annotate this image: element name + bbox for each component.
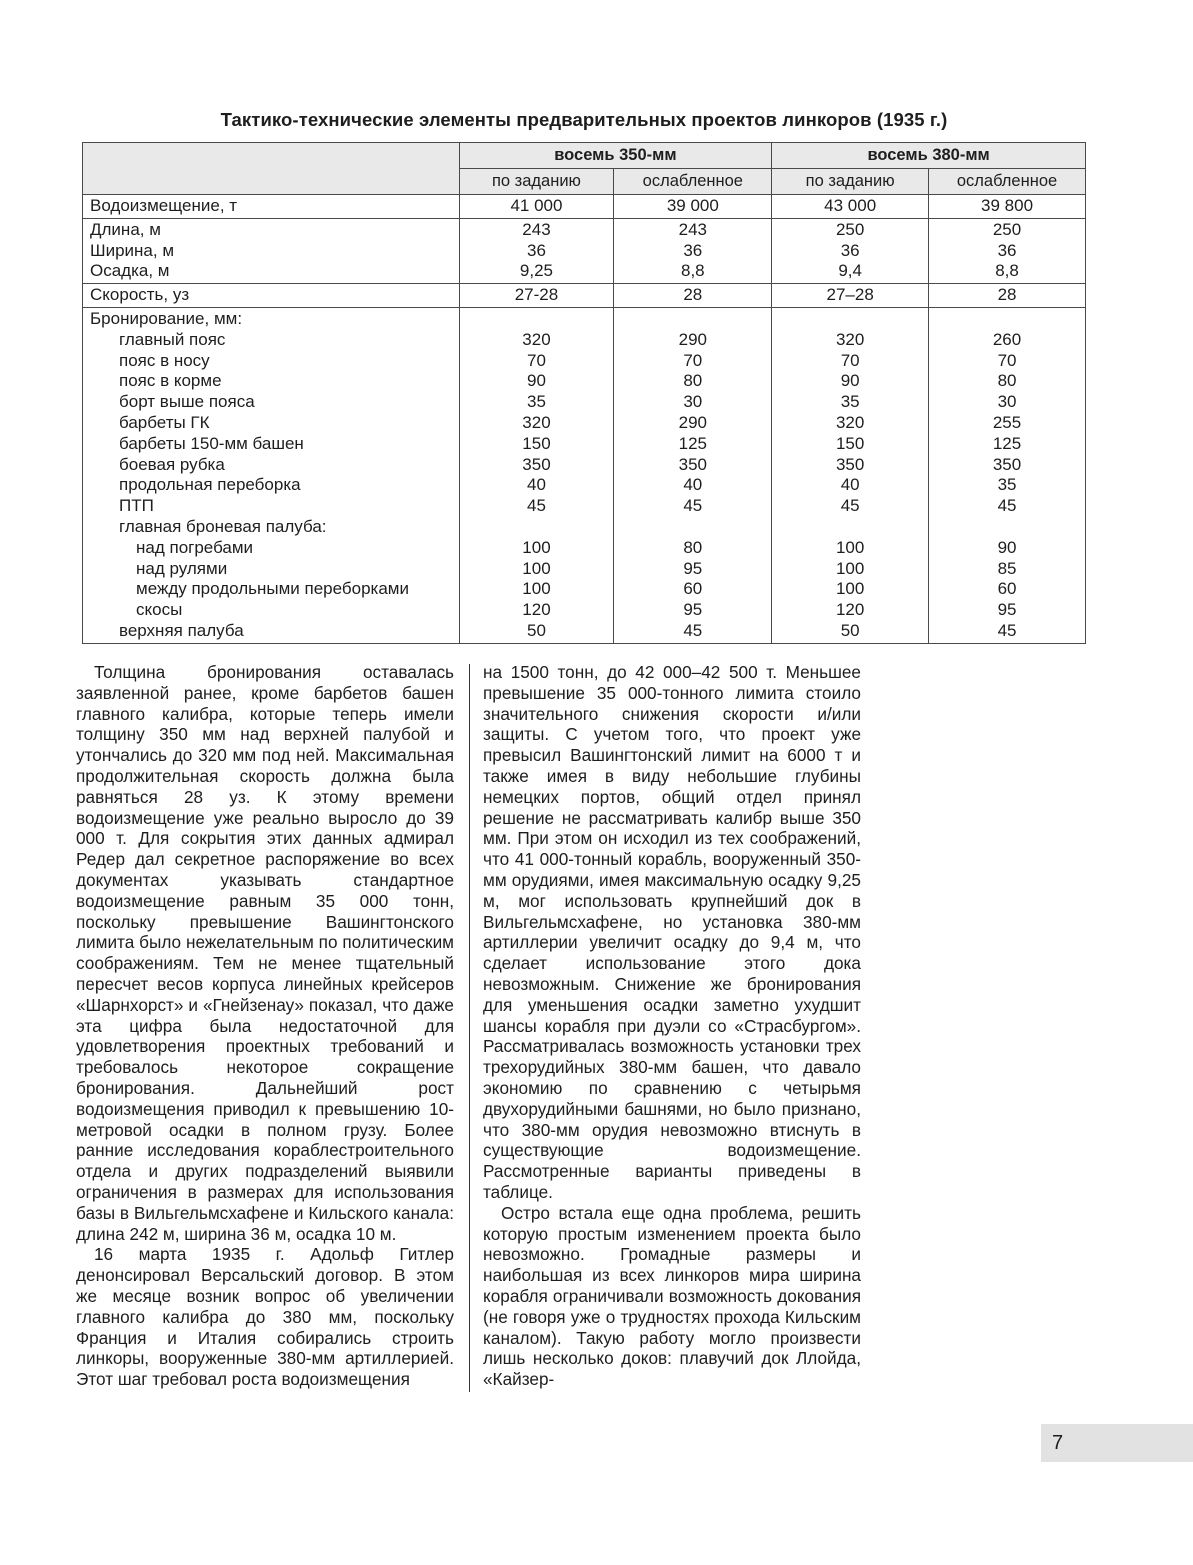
spacer bbox=[460, 517, 614, 538]
deck-label: скосы bbox=[136, 600, 183, 620]
armor-label: пояс в корме bbox=[119, 371, 222, 391]
value: 28 bbox=[997, 285, 1017, 305]
upper-deck-label: верхняя палуба bbox=[119, 620, 244, 640]
text-column-right bbox=[483, 662, 861, 1390]
value-cell bbox=[929, 195, 1086, 219]
spacer bbox=[460, 309, 614, 330]
deck-label: над погребами bbox=[136, 537, 254, 557]
value: 90 bbox=[840, 371, 860, 391]
value: 350 bbox=[522, 454, 551, 474]
deck-title: главная броневая палуба: bbox=[119, 516, 327, 536]
spacer bbox=[929, 309, 1085, 330]
group-380: восемь 380-мм bbox=[772, 143, 1086, 169]
value: 90 bbox=[997, 537, 1017, 557]
value: 250 bbox=[835, 219, 865, 239]
armor-label: ПТП bbox=[119, 496, 154, 516]
row-label bbox=[83, 284, 460, 308]
paragraph: 16 марта 1935 г. Адольф Гитлер денонсировал Версальский договор. В этом же месяце возник вопрос об увеличении главного калибра до 380 мм, поскольку Франция и Италия собирались строить линкоры, вооруженные 380-мм артиллерией. Этот шаг требовал роста водоизмещения bbox=[76, 1244, 454, 1390]
value-cell bbox=[772, 218, 929, 283]
subhead-cell: ослабленное bbox=[929, 169, 1086, 195]
corner-cell bbox=[83, 143, 460, 195]
value-cell bbox=[772, 195, 929, 219]
table-row bbox=[83, 195, 1086, 219]
value: 260 bbox=[992, 329, 1022, 349]
paragraph: на 1500 тонн, до 42 000–42 500 т. Меньшее превышение 35 000-тонного лимита стоило значительного снижения скорости и/или защиты. С учетом того, что проект уже превысил Вашингтонский лимит на 6000 т и также имея в виду небольшие глубины немецких портов, общий отдел принял решение не рассматривать калибр выше 350 мм. При этом он исходил из тех соображений, что 41 000-тонный корабль, вооруженный 350-мм орудиями, имея максимальную осадку 9,25 м, мог использовать крупнейший док в Вильгельмсхафене, но установка 380-мм артиллерии увеличит осадку до 9,4 м, что сделает использование этого дока невозможным. Снижение же бронирования для уменьшения осадки заметно ухудшит шансы корабля при дуэли со «Страсбургом». Рассматривалась возможность установки трех трехорудийных 380-мм башен, что давало экономию по сравнению с четырьмя двухорудийными башнями, но было признано, что 380-мм орудия невозможно втиснуть в существующие водоизмещение. Рассмотренные варианты приведены в таблице. bbox=[483, 662, 861, 1202]
value: 45 bbox=[997, 620, 1017, 640]
paragraph: Остро встала еще одна проблема, решить которую простым изменением проекта было невозможно. Громадные размеры и наибольшая из всех линкоров мира ширина корабля ограничивали возможность докования (не говоря уже о трудностях прохода Кильским каналом). Такую работу могло произвести лишь несколько доков: плавучий док Ллойда, «Кайзер- bbox=[483, 1202, 861, 1390]
value: 40 bbox=[683, 475, 703, 495]
value: 125 bbox=[678, 433, 707, 453]
armor-label: борт выше пояса bbox=[119, 392, 255, 412]
value: 50 bbox=[840, 620, 860, 640]
armor-label: барбеты 150-мм башен bbox=[119, 433, 304, 453]
spacer bbox=[614, 309, 771, 330]
value: 45 bbox=[997, 496, 1017, 516]
value: 28 bbox=[683, 285, 703, 305]
value: 39 800 bbox=[981, 196, 1034, 215]
value: 70 bbox=[683, 350, 703, 370]
value: 40 bbox=[527, 475, 546, 495]
value: 35 bbox=[840, 392, 860, 412]
value: 95 bbox=[683, 600, 703, 620]
row-label-length: Длина, м bbox=[90, 219, 161, 239]
value: 100 bbox=[835, 558, 865, 578]
value: 95 bbox=[997, 600, 1017, 620]
value: 100 bbox=[522, 579, 551, 599]
value-cell bbox=[772, 307, 929, 643]
value: 100 bbox=[835, 537, 865, 557]
value: 290 bbox=[678, 329, 707, 349]
value: 350 bbox=[835, 454, 865, 474]
value: 120 bbox=[835, 600, 865, 620]
value-cell bbox=[459, 284, 614, 308]
page-number: 7 bbox=[1041, 1424, 1193, 1462]
value: 80 bbox=[997, 371, 1017, 391]
value: 255 bbox=[992, 412, 1022, 432]
value: 45 bbox=[527, 496, 546, 516]
value: 40 bbox=[840, 475, 860, 495]
value: 36 bbox=[527, 240, 546, 260]
subhead-cell: по заданию bbox=[459, 169, 614, 195]
value: 150 bbox=[835, 433, 865, 453]
value: 9,25 bbox=[519, 261, 554, 281]
value-cell bbox=[614, 218, 772, 283]
row-label-displacement: Водоизмещение, т bbox=[90, 196, 238, 215]
value: 95 bbox=[683, 558, 703, 578]
row-label-draught: Осадка, м bbox=[90, 261, 170, 281]
value-cell bbox=[929, 218, 1086, 283]
spacer bbox=[614, 517, 771, 538]
paragraph: Толщина бронирования оставалась заявленной ранее, кроме барбетов башен главного калибра, которые теперь имели толщину 350 мм над верхней палубой и утончались до 320 мм под ней. Максимальная продолжительная скорость должна была равняться 28 уз. К этому времени водоизмещение уже реально выросло до 39 000 т. Для сокрытия этих данных адмирал Редер дал секретное распоряжение во всех документах указывать стандартное водоизмещение равным 35 000 тонн, поскольку превышение Вашингтонского лимита было нежелательным по политическим соображениям. Тем не менее тщательный пересчет весов корпуса линейных крейсеров «Шарнхорст» и «Гнейзенау» показал, что даже эта цифра была недостаточной для удовлетворения проектных требований и требовалось некоторое сокращение бронирования. Дальнейший рост водоизмещения приводил к превышению 10-метровой осадки в полном грузу. Более ранние исследования кораблестроительного отдела и других подразделений выявили ограничения в размерах для использования базы в Вильгельмсхафене и Кильского канала: длина 242 м, ширина 36 м, осадка 10 м. bbox=[76, 662, 454, 1244]
value-cell bbox=[459, 218, 614, 283]
value: 85 bbox=[997, 558, 1017, 578]
table-caption: Тактико-технические элементы предварительных проектов линкоров (1935 г.) bbox=[220, 109, 948, 130]
value: 35 bbox=[527, 392, 546, 412]
value: 350 bbox=[992, 454, 1022, 474]
value: 27–28 bbox=[826, 285, 874, 305]
subhead-cell: по заданию bbox=[772, 169, 929, 195]
value: 80 bbox=[683, 537, 703, 557]
value: 36 bbox=[840, 240, 860, 260]
spacer bbox=[772, 517, 928, 538]
row-label-beam: Ширина, м bbox=[90, 240, 175, 260]
value: 350 bbox=[678, 454, 707, 474]
spacer bbox=[929, 517, 1085, 538]
value: 125 bbox=[992, 433, 1022, 453]
value: 320 bbox=[522, 329, 551, 349]
armor-title: Бронирование, мм: bbox=[90, 308, 243, 328]
value: 8,8 bbox=[995, 261, 1019, 281]
value: 320 bbox=[835, 412, 865, 432]
column-divider bbox=[469, 664, 470, 1392]
value: 320 bbox=[522, 412, 551, 432]
value: 70 bbox=[840, 350, 860, 370]
row-label bbox=[83, 218, 460, 283]
value: 120 bbox=[522, 600, 551, 620]
group-350: восемь 350-мм bbox=[459, 143, 772, 169]
row-label bbox=[83, 307, 460, 643]
value: 90 bbox=[527, 371, 546, 391]
value-cell bbox=[459, 195, 614, 219]
value: 45 bbox=[683, 620, 703, 640]
armor-label: продольная переборка bbox=[119, 475, 301, 495]
value: 243 bbox=[522, 219, 551, 239]
value: 320 bbox=[835, 329, 865, 349]
table-row bbox=[83, 284, 1086, 308]
value: 150 bbox=[522, 433, 551, 453]
value: 100 bbox=[522, 558, 551, 578]
value: 70 bbox=[997, 350, 1017, 370]
deck-label: между продольными переборками bbox=[136, 579, 409, 599]
value: 35 bbox=[997, 475, 1017, 495]
value: 8,8 bbox=[680, 261, 705, 281]
value-cell bbox=[614, 195, 772, 219]
specs-table bbox=[82, 142, 1086, 644]
value: 27-28 bbox=[514, 285, 559, 305]
value-cell bbox=[772, 284, 929, 308]
value: 9,4 bbox=[838, 261, 862, 281]
row-label bbox=[83, 195, 460, 219]
value: 60 bbox=[683, 579, 703, 599]
deck-label: над рулями bbox=[136, 558, 228, 578]
value: 41 000 bbox=[510, 196, 563, 215]
value: 30 bbox=[683, 392, 703, 412]
value: 70 bbox=[527, 350, 546, 370]
armor-label: барбеты ГК bbox=[119, 412, 210, 432]
value: 36 bbox=[997, 240, 1017, 260]
value: 290 bbox=[678, 412, 707, 432]
value-cell bbox=[929, 307, 1086, 643]
text-column-left bbox=[76, 662, 454, 1390]
armor-label: пояс в носу bbox=[119, 350, 210, 370]
armor-label: главный пояс bbox=[119, 329, 226, 349]
value: 80 bbox=[683, 371, 703, 391]
value: 39 000 bbox=[666, 196, 719, 215]
table-row bbox=[83, 218, 1086, 283]
armor-label: боевая рубка bbox=[119, 454, 225, 474]
value-cell bbox=[614, 284, 772, 308]
value-cell bbox=[614, 307, 772, 643]
table-group-header bbox=[83, 143, 1086, 169]
value: 36 bbox=[683, 240, 703, 260]
spacer bbox=[772, 309, 928, 330]
value: 43 000 bbox=[824, 196, 877, 215]
value: 100 bbox=[522, 537, 551, 557]
value: 45 bbox=[683, 496, 703, 516]
subhead-cell: ослабленное bbox=[614, 169, 772, 195]
value-cell bbox=[459, 307, 614, 643]
value: 60 bbox=[997, 579, 1017, 599]
value: 30 bbox=[997, 392, 1017, 412]
value: 50 bbox=[527, 620, 546, 640]
value-cell bbox=[929, 284, 1086, 308]
value: 45 bbox=[840, 496, 860, 516]
table-row bbox=[83, 307, 1086, 643]
value: 243 bbox=[678, 219, 707, 239]
value: 250 bbox=[992, 219, 1022, 239]
value: 100 bbox=[835, 579, 865, 599]
row-label-speed: Скорость, уз bbox=[90, 285, 190, 305]
